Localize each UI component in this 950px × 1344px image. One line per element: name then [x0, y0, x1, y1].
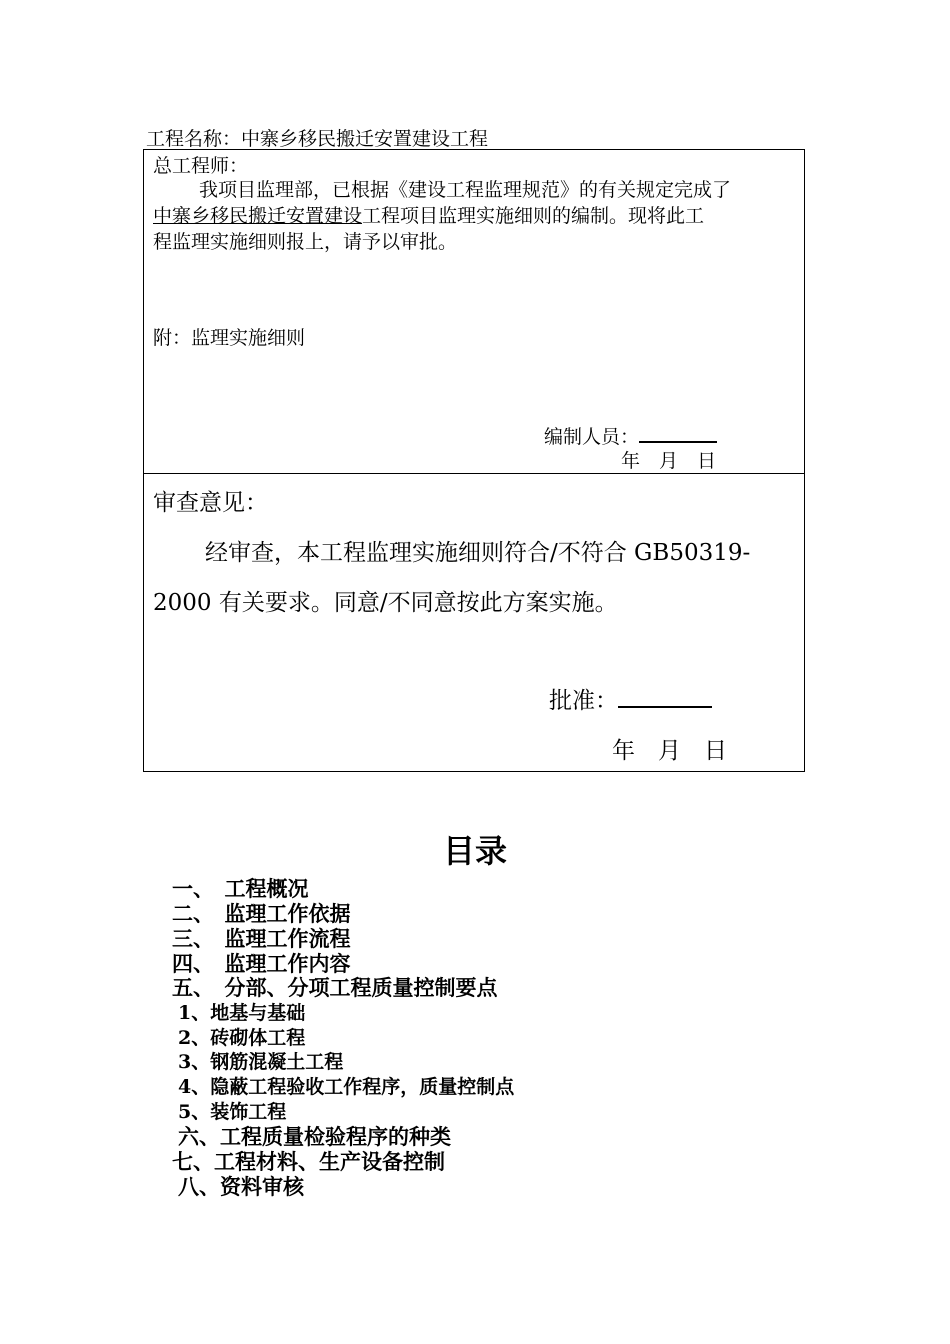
submission-body-line2-rest: 工程项目监理实施细则的编制。现将此工: [362, 205, 705, 227]
project-name-underlined: 中寨乡移民搬迁安置建设: [153, 205, 363, 227]
toc-title: 目录: [442, 832, 507, 870]
toc-item: 三、 监理工作流程: [172, 926, 351, 951]
toc-subitem: 2、砖砌体工程: [178, 1027, 306, 1049]
review-section: [144, 474, 804, 771]
approval-signature-blank[interactable]: [618, 686, 712, 708]
submission-date: 年 月 日: [621, 450, 717, 472]
approve-label: 批准：: [549, 688, 618, 714]
toc-subitem: 1、地基与基础: [178, 1002, 306, 1024]
approval-signature: [549, 682, 712, 715]
compiler-signature-blank[interactable]: [639, 425, 717, 443]
submission-body-line3: 程监理实施细则报上，请予以审批。: [153, 231, 458, 253]
toc-subitem: 3、钢筋混凝土工程: [178, 1051, 344, 1073]
toc-item: 七、工程材料、生产设备控制: [172, 1149, 445, 1174]
submission-section: [144, 150, 804, 474]
compiler-label: 编制人员：: [544, 426, 640, 448]
toc-item: 二、 监理工作依据: [172, 901, 351, 926]
toc-item: 四、 监理工作内容: [172, 951, 351, 976]
toc-subitem: 4、隐蔽工程验收工作程序，质量控制点: [178, 1076, 515, 1098]
review-opinion-line1: 经审查，本工程监理实施细则符合/不符合 GB50319-: [205, 540, 751, 566]
toc-subitem: 5、装饰工程: [178, 1101, 287, 1123]
attachment-note: 附：监理实施细则: [153, 327, 306, 349]
review-opinion-line2: 2000 有关要求。同意/不同意按此方案实施。: [153, 590, 618, 616]
review-date: 年 月 日: [612, 738, 727, 764]
submission-body-line2: [153, 202, 704, 231]
submission-body-line1: 我项目监理部，已根据《建设工程监理规范》的有关规定完成了: [199, 179, 732, 201]
toc-item: 五、 分部、分项工程质量控制要点: [172, 975, 498, 1000]
toc-item: 八、资料审核: [178, 1174, 304, 1199]
addressee: 总工程师：: [153, 155, 249, 177]
approval-form-table: [143, 149, 805, 772]
review-heading: 审查意见：: [153, 490, 268, 516]
toc-item: 一、 工程概况: [172, 876, 309, 901]
project-name: 工程名称：中寨乡移民搬迁安置建设工程: [146, 128, 489, 150]
toc-item: 六、工程质量检验程序的种类: [178, 1124, 451, 1149]
